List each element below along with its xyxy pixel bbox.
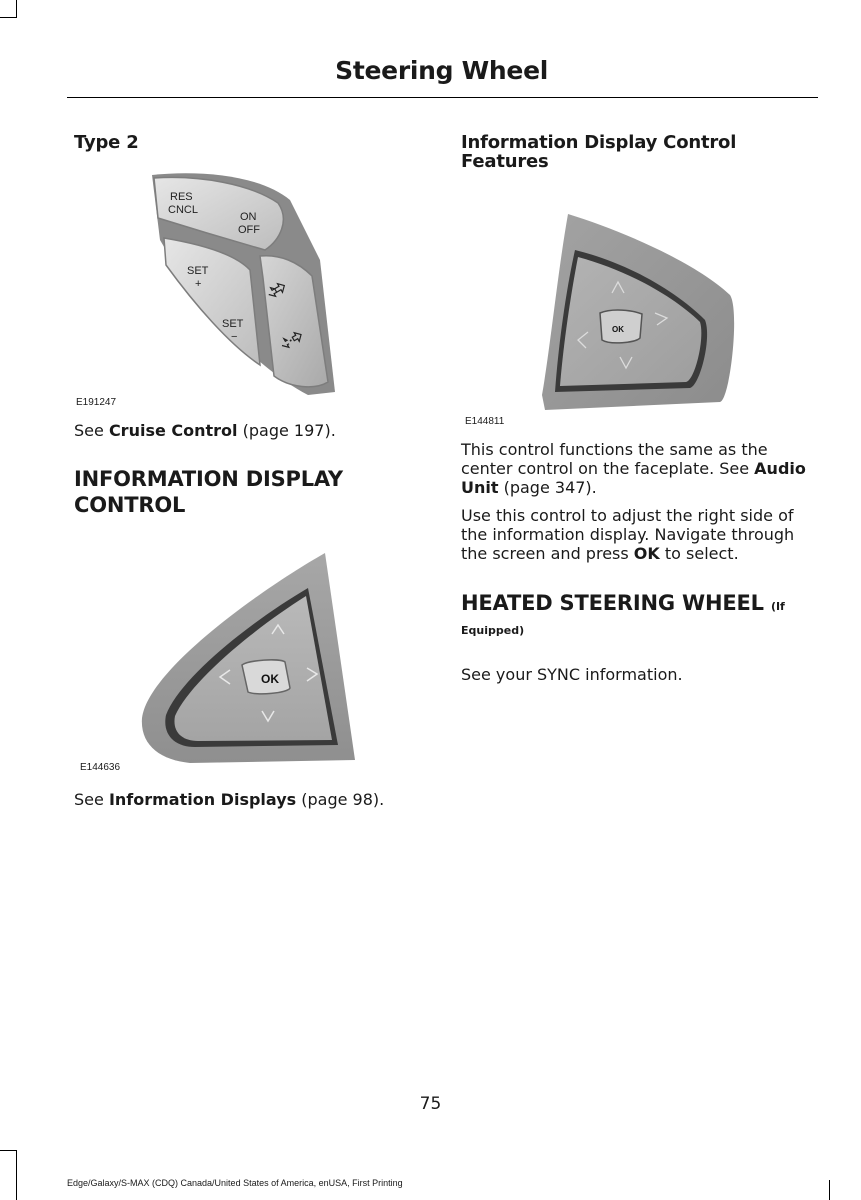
cncl-label: CNCL (168, 204, 198, 216)
information-display-control-heading: INFORMATION DISPLAY CONTROL (74, 467, 343, 517)
cruise-control-buttons-figure (140, 170, 340, 395)
audio-unit-link[interactable]: Unit (461, 478, 499, 497)
res-label: RES (170, 191, 193, 203)
figure-code: E144636 (80, 762, 121, 773)
on-label: ON (240, 211, 257, 223)
navigate-paragraph: Use this control to adjust the right side of the information display. Navigate through the screen and press OK to select. (461, 506, 795, 563)
header-divider (67, 97, 818, 98)
crop-mark (16, 0, 17, 17)
ok-label: OK (612, 325, 624, 334)
set-minus-sign: − (231, 331, 238, 343)
information-display-control-features-figure (540, 210, 740, 412)
set-plus-sign: + (195, 278, 202, 290)
crop-mark (0, 17, 17, 18)
see-information-displays: See Information Displays (page 98). (74, 790, 385, 809)
set-plus-label: SET (187, 265, 209, 277)
crop-mark (829, 1180, 830, 1200)
heated-steering-wheel-heading: HEATED STEERING WHEEL (If Equipped) (461, 591, 785, 637)
crop-mark (16, 1150, 17, 1200)
figure-code: E191247 (76, 397, 117, 408)
audio-unit-link[interactable]: Audio (754, 459, 806, 478)
page-number: 75 (419, 1094, 442, 1114)
information-display-control-figure (140, 550, 360, 765)
sync-information-text: See your SYNC information. (461, 665, 683, 684)
crop-mark (0, 1150, 17, 1151)
ok-label: OK (261, 672, 279, 686)
figure-code: E144811 (465, 416, 505, 427)
information-displays-link[interactable]: Information Displays (108, 790, 297, 809)
set-minus-label: SET (222, 318, 244, 330)
features-heading: Information Display Control Features (461, 132, 737, 172)
footer-text: Edge/Galaxy/S-MAX (CDQ) Canada/United States of America, enUSA, First Printing (67, 1178, 403, 1188)
ok-keyword: OK (633, 544, 660, 563)
off-label: OFF (238, 224, 260, 236)
left-column (74, 133, 414, 152)
see-cruise-control: See Cruise Control (page 197). (74, 421, 336, 440)
page-title: Steering Wheel (335, 56, 548, 85)
cruise-control-link[interactable]: Cruise Control (108, 421, 238, 440)
audio-unit-paragraph: This control functions the same as the center control on the faceplate. See Audio Unit (page 347). (461, 440, 806, 497)
type2-heading: Type 2 (74, 132, 139, 153)
